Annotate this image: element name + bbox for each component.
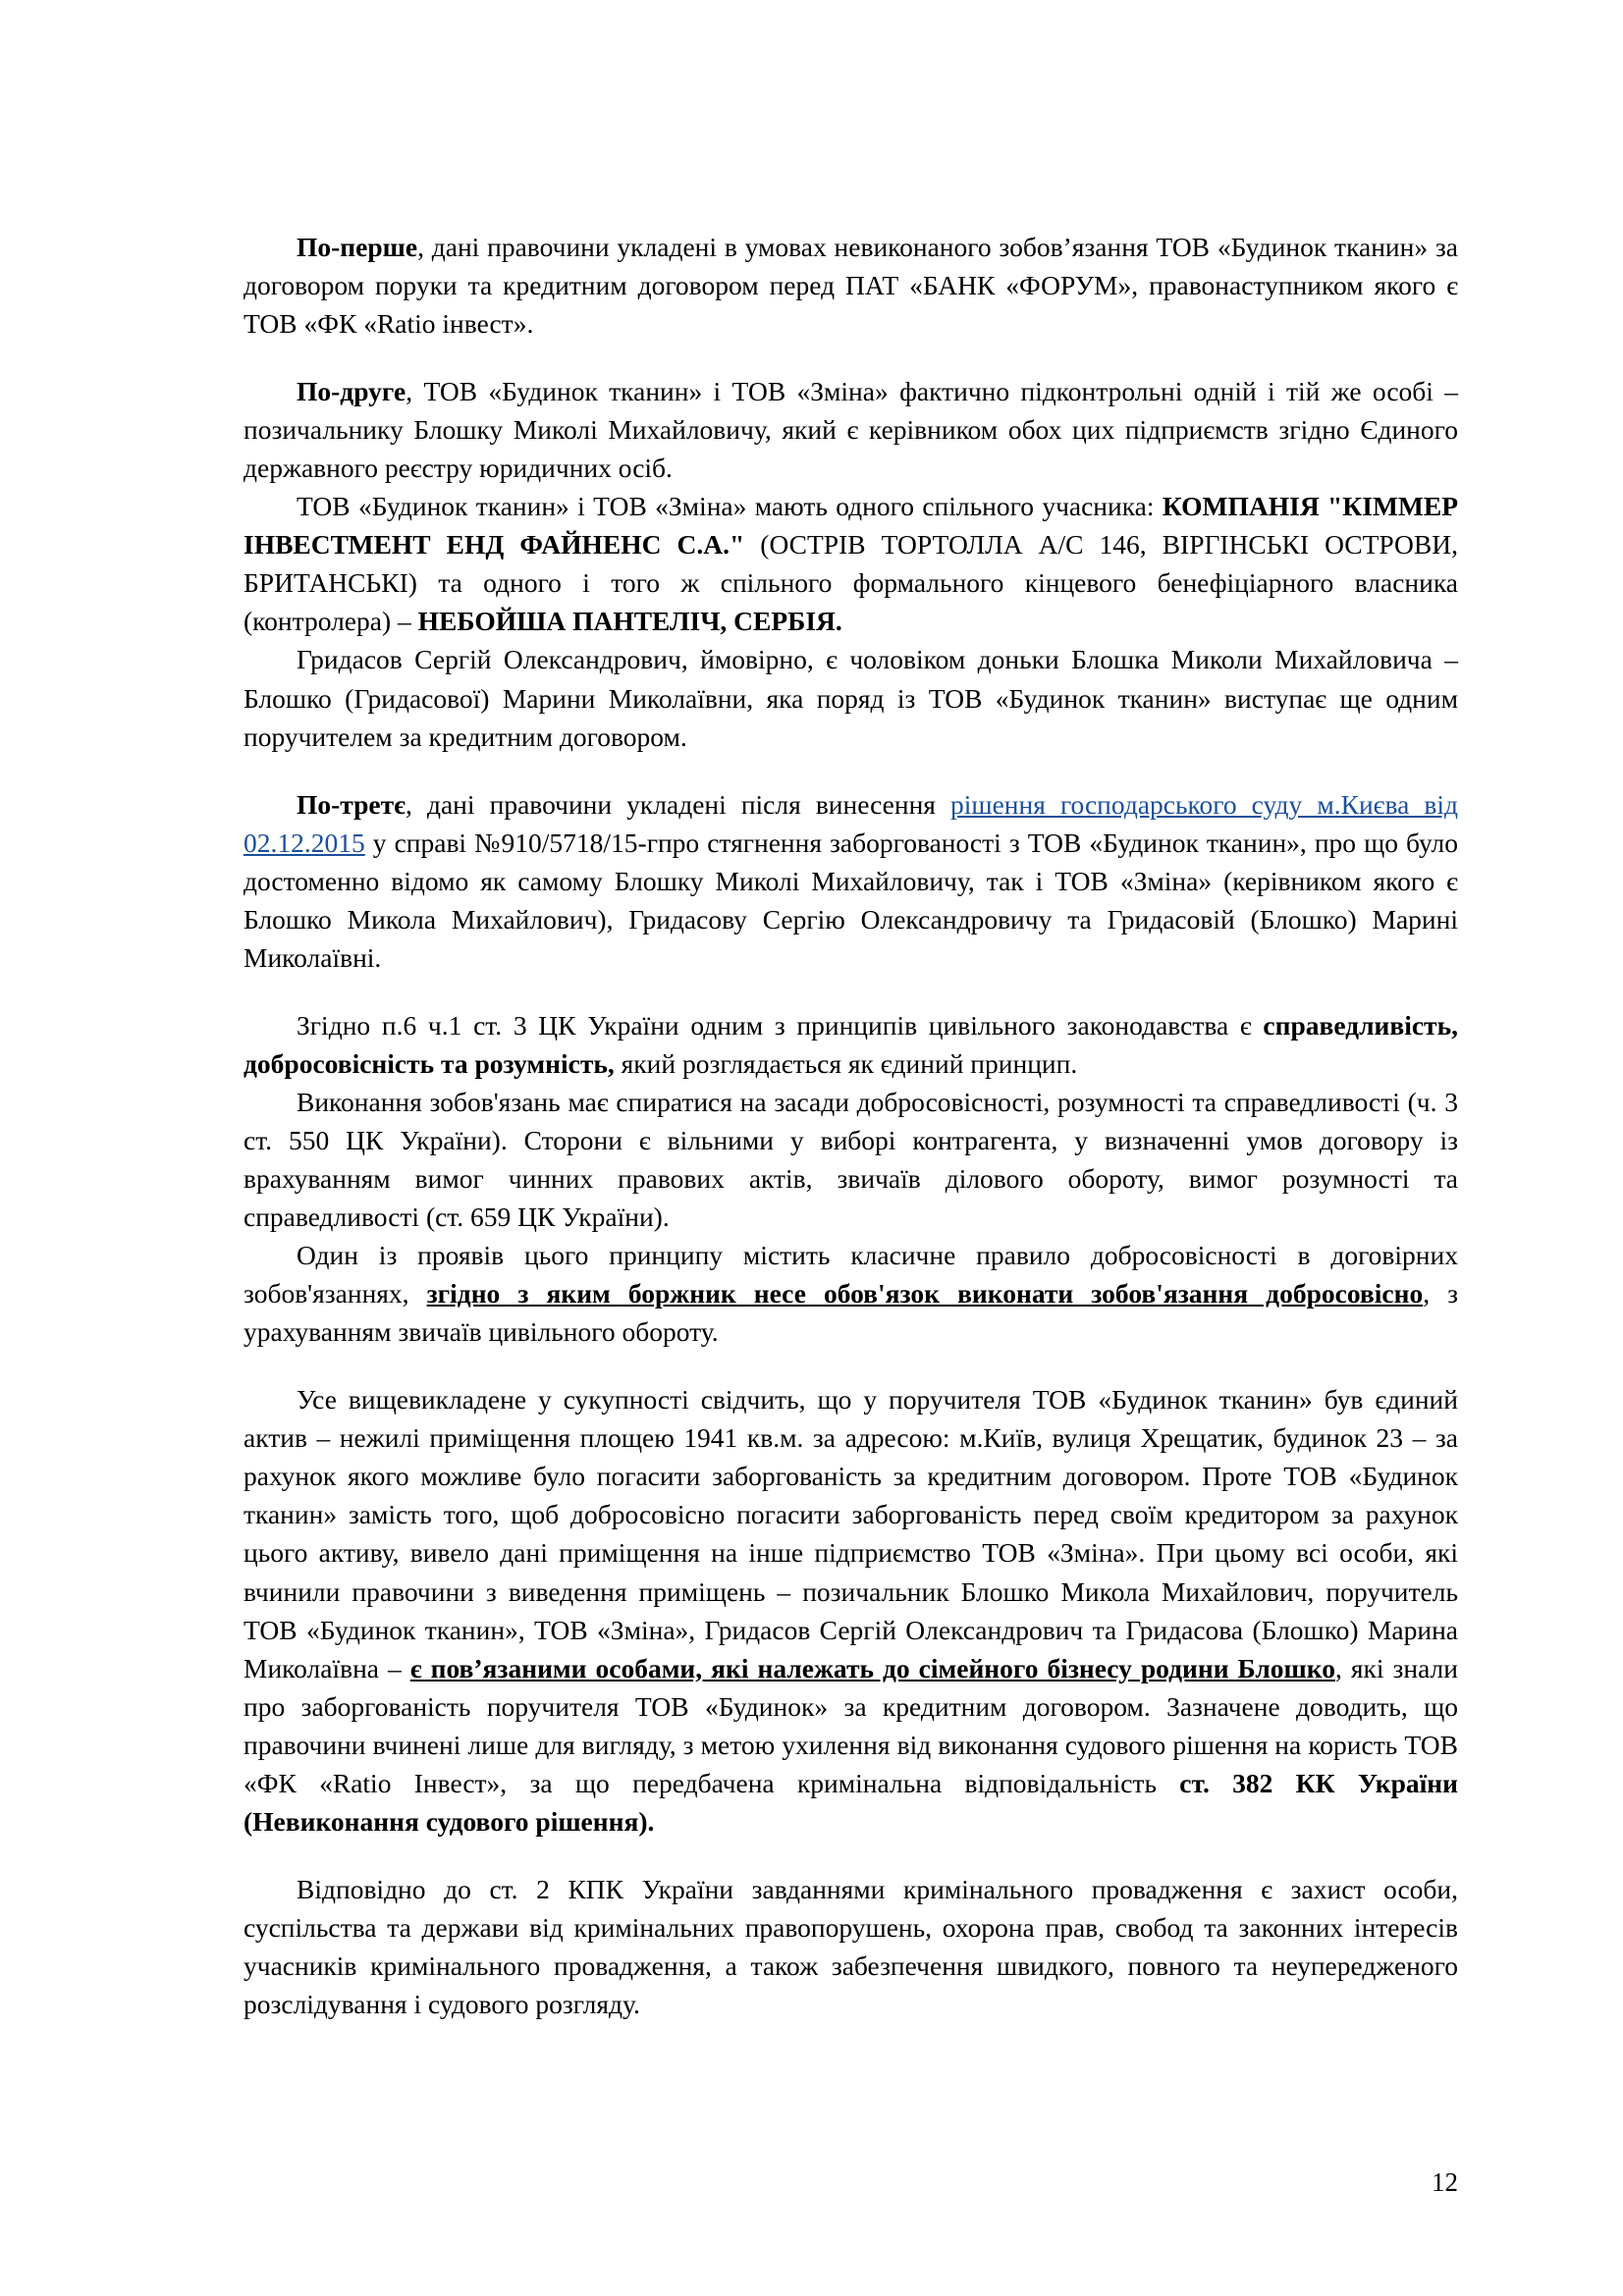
paragraph-spacer: [243, 977, 1458, 1006]
run-bold-article-382: ст. 382 КК України (Невиконання судового рішення).: [243, 1767, 1458, 1837]
run-bold-underline: згідно з яким боржник несе обов'язок виконати зобов'язання добросовісно: [426, 1278, 1424, 1309]
run-bold-beneficiary: НЕБОЙША ПАНТЕЛІЧ, СЕРБІЯ.: [417, 606, 842, 637]
paragraph-spacer: [243, 756, 1458, 785]
run-bold-underline-related-persons: є пов’язаними особами, які належать до сімейного бізнесу родини Блошко: [409, 1652, 1335, 1683]
run-text: , ТОВ «Будинок тканин» і ТОВ «Зміна» фактично підконтрольні одній і тій же особі – позичальнику Блошку Миколі Михайловичу, який є керівником обох цих підприємств згідно Єдиного державного реєстру юридичних осіб.: [243, 376, 1458, 484]
run-text: , з урахуванням звичаїв цивільного обороту.: [243, 1278, 1458, 1348]
run-text: Один із проявів цього принципу містить класичне правило добросовісності в договірних зобов'язаннях,: [243, 1240, 1458, 1309]
paragraph-odyn-iz-proyaviv: [243, 1236, 1458, 1351]
paragraph-vidpovidno-kpk: [243, 1870, 1458, 2023]
run-bold: По-перше: [297, 232, 418, 262]
run-bold-principle: справедливість, добросовісність та розумність,: [243, 1009, 1458, 1079]
run-text: Усе вищевикладене у сукупності свідчить, що у поручителя ТОВ «Будинок тканин» був єдиний актив – нежилі приміщення площею 1941 кв.м. за адресою: м.Київ, вулиця Хрещатик, будинок 23 – за рахунок якого можливе було погасити заборгованість за кредитним договором. Проте ТОВ «Будинок тканин» замість того, щоб добросовісно погасити заборгованість перед своїм кредитором за рахунок цього активу, вивело дані приміщення на інше підприємство ТОВ «Зміна». При цьому всі особи, які вчинили правочини з виведення приміщень – позичальник Блошко Микола Михайлович, поручитель ТОВ «Будинок тканин», ТОВ «Зміна», Гридасов Сергій Олександрович та Гридасова (Блошко) Марина Миколаївна –: [243, 1384, 1458, 1683]
run-text: Гридасов Сергій Олександрович, ймовірно, є чоловіком доньки Блошка Миколи Михайловича – Блошко (Гридасової) Марини Миколаївни, яка поряд із ТОВ «Будинок тканин» виступає ще одним поручителем за кредитним договором.: [243, 644, 1458, 752]
paragraph-po-pershe: [243, 228, 1458, 343]
paragraph-po-tretye: [243, 785, 1458, 977]
paragraph-zgidno-ck: [243, 1006, 1458, 1083]
paragraph-spacer: [243, 1351, 1458, 1380]
paragraph-spacer: [243, 1841, 1458, 1870]
run-text: , дані правочини укладені після винесення: [406, 788, 951, 820]
paragraph-spacer: [243, 343, 1458, 372]
run-text: ТОВ «Будинок тканин» і ТОВ «Зміна» мають одного спільного учасника:: [297, 491, 1163, 522]
document-body: [243, 228, 1458, 2023]
run-text: Згідно п.6 ч.1 ст. 3 ЦК України одним з принципів цивільного законодавства є: [297, 1009, 1264, 1041]
run-text: Виконання зобов'язань має спиратися на засади добросовісності, розумності та справедливості (ч. 3 ст. 550 ЦК України). Сторони є вільними у виборі контрагента, у визначенні умов договору із врахуванням вимог чинних правових актів, звичаїв ділового обороту, вимог розумності та справедливості (ст. 659 ЦК України).: [243, 1086, 1458, 1233]
paragraph-spilnyi-uchasnyk: [243, 487, 1458, 640]
run-bold: По-третє: [297, 788, 406, 820]
run-text: (ОСТРІВ ТОРТОЛЛА А/С 146, ВІРГІНСЬКІ ОСТРОВИ, БРИТАНСЬКІ) та одного і того ж спільного формального кінцевого бенефіціарного власника (контролера) –: [243, 529, 1458, 637]
run-bold: По-друге: [297, 376, 406, 407]
run-bold-company: КОМПАНІЯ "КІММЕР ІНВЕСТМЕНТ ЕНД ФАЙНЕНС С.А.": [243, 491, 1459, 561]
court-decision-link[interactable]: рішення господарського суду м.Києва від 02.12.2015: [243, 788, 1458, 858]
paragraph-use-vyshchevykladene: [243, 1380, 1458, 1841]
run-text: який розглядається як єдиний принцип.: [614, 1047, 1078, 1079]
paragraph-vykonannya: [243, 1083, 1458, 1236]
run-text: у справі №910/5718/15-гпро стягнення заборгованості з ТОВ «Будинок тканин», про що було достоменно відомо як самому Блошку Миколі Михайловичу, так і ТОВ «Зміна» (керівником якого є Блошко Микола Михайлович), Гридасову Сергію Олександровичу та Гридасовій (Блошко) Марині Миколаївні.: [243, 827, 1458, 973]
paragraph-hrydasov: [243, 640, 1458, 755]
paragraph-po-druge: [243, 372, 1458, 487]
run-text: Відповідно до ст. 2 КПК України завданнями кримінального провадження є захист особи, суспільства та держави від кримінальних правопорушень, охорона прав, свобод та законних інтересів учасників кримінального провадження, а також забезпечення швидкого, повного та неупередженого розслідування і судового розгляду.: [243, 1873, 1458, 2019]
run-text: , які знали про заборгованість поручителя ТОВ «Будинок» за кредитним договором. Зазначене доводить, що правочини вчинені лише для вигляду, з метою ухилення від виконання судового рішення на користь ТОВ «ФК «Ratio Інвест», за що передбачена кримінальна відповідальність: [243, 1652, 1458, 1798]
page-number: 12: [1432, 2167, 1458, 2197]
run-text: , дані правочини укладені в умовах невиконаного зобов’язання ТОВ «Будинок тканин» за договором поруки та кредитним договором перед ПАТ «БАНК «ФОРУМ», правонаступником якого є ТОВ «ФК «Ratio інвест».: [243, 232, 1458, 340]
